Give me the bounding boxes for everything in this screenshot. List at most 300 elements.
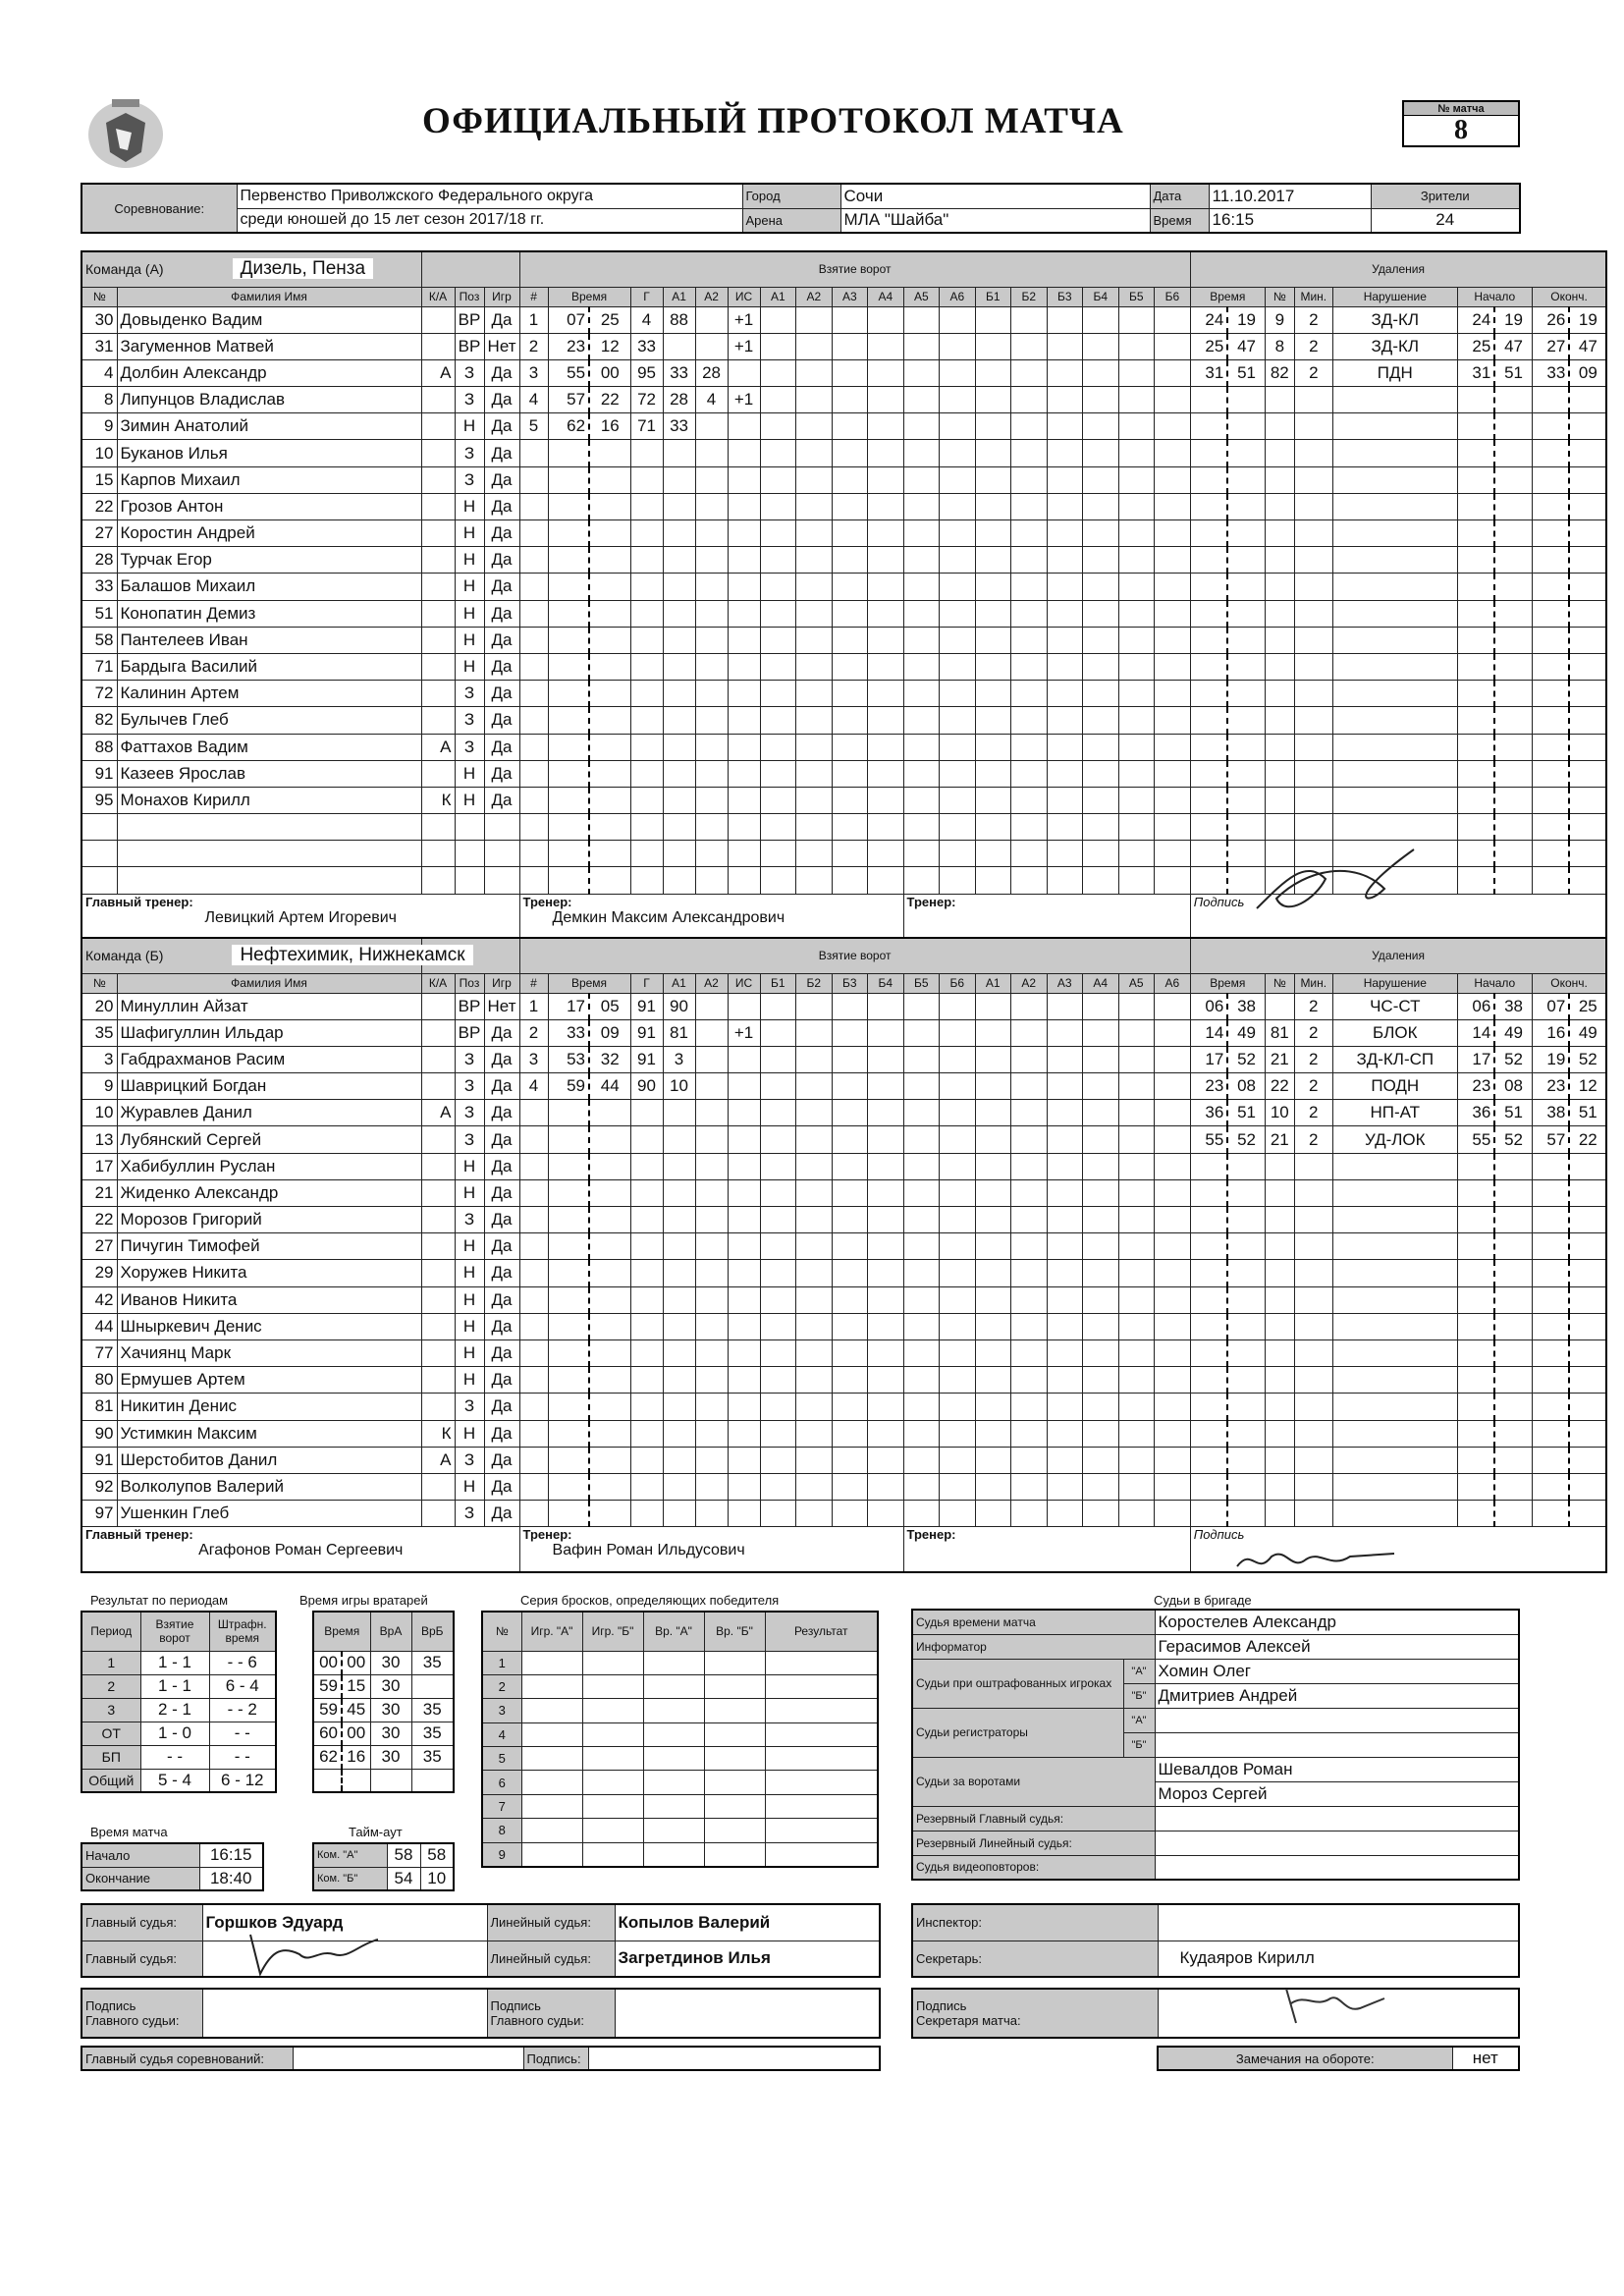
onice-cell: [903, 574, 940, 600]
player-number: 15: [81, 466, 117, 493]
goal-minute: [548, 787, 589, 813]
onice-cell: [1011, 1286, 1048, 1313]
goal-second: [589, 466, 630, 493]
pen-second: [1227, 1286, 1265, 1313]
onice-cell: [1118, 1367, 1155, 1394]
goal-minute: [548, 1420, 589, 1447]
player-ka: [421, 1073, 455, 1100]
onice-cell: [1155, 1501, 1191, 1527]
pen-player: 9: [1265, 306, 1294, 333]
player-played: Да: [484, 760, 519, 787]
player-number: 88: [81, 734, 117, 760]
pen-start-min: [1457, 1313, 1494, 1339]
onice-cell: [975, 359, 1011, 386]
onice-cell: [760, 413, 796, 440]
player-played: Да: [484, 493, 519, 519]
team_b-col-onice: А3: [1047, 973, 1083, 993]
pen-player: [1265, 993, 1294, 1019]
goal-situation: [728, 1394, 760, 1420]
player-ka: [421, 413, 455, 440]
onice-cell: [1083, 1260, 1119, 1286]
team_a-coach-label: Тренер:: [522, 894, 572, 909]
goal-assist2: [695, 466, 728, 493]
onice-cell: [1118, 627, 1155, 653]
onice-cell: [760, 1260, 796, 1286]
line2-label: Линейный судья:: [487, 1941, 615, 1977]
onice-cell: [760, 814, 796, 841]
goal-situation: [728, 1260, 760, 1286]
onice-cell: [903, 600, 940, 627]
onice-cell: [1083, 627, 1119, 653]
player-played: Да: [484, 440, 519, 466]
pen-start-sec: 52: [1494, 1046, 1532, 1072]
timekeeper-label: Судья времени матча: [912, 1610, 1155, 1634]
onice-cell: [796, 1473, 833, 1500]
pen-end-sec: [1569, 1153, 1606, 1179]
goal-second: [589, 547, 630, 574]
onice-cell: [1083, 707, 1119, 734]
pen-end-sec: [1569, 1179, 1606, 1206]
goal-assist1: [663, 867, 695, 894]
goal-second: [589, 1126, 630, 1153]
pen-violation: [1332, 734, 1457, 760]
video-judge: [1155, 1855, 1519, 1880]
goal-second: [589, 1286, 630, 1313]
onice-cell: [1155, 1233, 1191, 1260]
goal-assist1: 3: [663, 1046, 695, 1072]
goal-scorer: [630, 1153, 663, 1179]
pen-minutes: [1294, 627, 1332, 653]
player-number: 17: [81, 1153, 117, 1179]
onice-cell: [1011, 1100, 1048, 1126]
pen-end-sec: [1569, 707, 1606, 734]
onice-cell: [1011, 520, 1048, 547]
pen-player: [1265, 493, 1294, 519]
pen-second: 51: [1227, 1100, 1265, 1126]
onice-cell: [868, 814, 904, 841]
goal-second: 05: [589, 993, 630, 1019]
team_b-table: [81, 937, 1607, 1573]
goal-minute: [548, 867, 589, 894]
onice-cell: [796, 1501, 833, 1527]
team_a-col-onice: А5: [903, 287, 940, 306]
pen-minute: [1190, 520, 1227, 547]
pen-end-min: [1532, 466, 1569, 493]
player-pos: З: [455, 359, 484, 386]
onice-cell: [868, 1286, 904, 1313]
onice-cell: [796, 306, 833, 333]
onice-cell: [796, 387, 833, 413]
pen-player: 21: [1265, 1046, 1294, 1072]
onice-cell: [975, 760, 1011, 787]
pen-start-min: [1457, 1339, 1494, 1366]
goal-number: [519, 841, 548, 867]
onice-cell: [868, 440, 904, 466]
onice-cell: [940, 653, 976, 680]
player-number: 22: [81, 1207, 117, 1233]
onice-cell: [760, 493, 796, 519]
officials-title: Судьи в бригаде: [1154, 1593, 1252, 1608]
onice-cell: [1083, 333, 1119, 359]
goal-situation: +1: [728, 387, 760, 413]
federation-logo: [82, 93, 169, 172]
player-name: Карпов Михаил: [117, 466, 421, 493]
ref2-label: Главный судья:: [81, 1941, 202, 1977]
onice-cell: [903, 627, 940, 653]
pen-minutes: [1294, 681, 1332, 707]
pen-start-sec: [1494, 1473, 1532, 1500]
player-row: [81, 760, 1606, 787]
player-ka: [421, 1286, 455, 1313]
player-pos: З: [455, 1394, 484, 1420]
team_b-penalties-header: Удаления: [1190, 938, 1606, 973]
onice-cell: [868, 1207, 904, 1233]
player-pos: [455, 867, 484, 894]
secretary-sign-table: [911, 1988, 1520, 2039]
goal-situation: [728, 627, 760, 653]
shootout-number: 4: [482, 1722, 521, 1746]
onice-cell: [1155, 547, 1191, 574]
goal-situation: [728, 1207, 760, 1233]
player-played: Да: [484, 1073, 519, 1100]
secretary-signature-drawing: [1276, 1979, 1394, 2028]
goal-assist2: [695, 306, 728, 333]
onice-cell: [1011, 440, 1048, 466]
shootout-number: 9: [482, 1842, 521, 1866]
onice-cell: [1118, 993, 1155, 1019]
onice-cell: [975, 1394, 1011, 1420]
pen-end-sec: 51: [1569, 1100, 1606, 1126]
player-number: 97: [81, 1501, 117, 1527]
player-row: [81, 1073, 1606, 1100]
goal-assist1: [663, 1367, 695, 1394]
pen-minutes: [1294, 1233, 1332, 1260]
onice-cell: [868, 1447, 904, 1473]
goal-second: [589, 1367, 630, 1394]
goal-assist2: [695, 1313, 728, 1339]
match-time-title: Время матча: [90, 1825, 168, 1839]
goal-second: [589, 1260, 630, 1286]
video-judge-label: Судья видеоповторов:: [912, 1855, 1155, 1880]
goal-number: [519, 1473, 548, 1500]
goal-minute: [548, 707, 589, 734]
player-pos: Н: [455, 760, 484, 787]
onice-cell: [903, 1501, 940, 1527]
onice-cell: [832, 1019, 868, 1046]
player-played: Да: [484, 306, 519, 333]
pen-end-min: 27: [1532, 333, 1569, 359]
pen-end-sec: 52: [1569, 1046, 1606, 1072]
onice-cell: [868, 547, 904, 574]
pen-player: [1265, 1501, 1294, 1527]
gk-min: 62: [313, 1745, 342, 1769]
team_b-col-onice: А5: [1118, 973, 1155, 993]
pen-player: [1265, 1153, 1294, 1179]
gk-a: 30: [370, 1698, 411, 1722]
period-row: ОТ 1 - 0 - -: [81, 1722, 276, 1745]
pen-violation: [1332, 653, 1457, 680]
goal-scorer: [630, 547, 663, 574]
player-played: Да: [484, 1100, 519, 1126]
gk-h-time: Время: [313, 1612, 370, 1651]
pen-start-min: [1457, 787, 1494, 813]
goal-minute: [548, 760, 589, 787]
pen-violation: [1332, 1286, 1457, 1313]
onice-cell: [760, 520, 796, 547]
goal-minute: [548, 440, 589, 466]
goal-minute: [548, 600, 589, 627]
onice-cell: [1011, 1207, 1048, 1233]
pen-second: [1227, 1179, 1265, 1206]
player-name: Довыденко Вадим: [117, 306, 421, 333]
period-goals-a: 5: [157, 1770, 168, 1789]
shootout-number: 8: [482, 1819, 521, 1842]
pen-violation: [1332, 1153, 1457, 1179]
shootout-table: [481, 1611, 879, 1868]
chief-referee: [293, 2047, 523, 2070]
onice-cell: [1047, 333, 1083, 359]
reserve-referee: [1155, 1806, 1519, 1831]
goal-scorer: [630, 653, 663, 680]
pen-start-sec: [1494, 520, 1532, 547]
onice-cell: [868, 1473, 904, 1500]
team_b-coach-label: Тренер:: [522, 1527, 572, 1543]
onice-cell: [868, 1100, 904, 1126]
pen-start-min: [1457, 760, 1494, 787]
onice-cell: [1155, 1073, 1191, 1100]
pen-second: 08: [1227, 1073, 1265, 1100]
pen-second: [1227, 1233, 1265, 1260]
goal-minute: [548, 1501, 589, 1527]
onice-cell: [1118, 1501, 1155, 1527]
player-number: 81: [81, 1394, 117, 1420]
timeout-table: [312, 1842, 455, 1891]
period-pen-a: -: [227, 1700, 234, 1719]
onice-cell: [1083, 787, 1119, 813]
goal-assist1: 10: [663, 1073, 695, 1100]
scorers-a: [1155, 1708, 1519, 1732]
team_b-goals-header: Взятие ворот: [519, 938, 1190, 973]
goal-second: [589, 681, 630, 707]
team_b-col-onice: Б5: [903, 973, 940, 993]
onice-cell: [1011, 387, 1048, 413]
player-row: [81, 1339, 1606, 1366]
onice-cell: [832, 1473, 868, 1500]
player-number: 21: [81, 1179, 117, 1206]
goal-assist2: [695, 841, 728, 867]
pen-minutes: 2: [1294, 1100, 1332, 1126]
onice-cell: [760, 734, 796, 760]
onice-cell: [832, 653, 868, 680]
pen-player: [1265, 1473, 1294, 1500]
pen-minute: [1190, 440, 1227, 466]
goal-number: 4: [519, 387, 548, 413]
onice-cell: [1155, 1367, 1191, 1394]
pen-minute: [1190, 600, 1227, 627]
onice-cell: [1011, 814, 1048, 841]
onice-cell: [975, 1019, 1011, 1046]
pen-start-sec: [1494, 814, 1532, 841]
pen-end-min: [1532, 653, 1569, 680]
pen-violation: [1332, 1420, 1457, 1447]
pen-second: 38: [1227, 993, 1265, 1019]
team_b-col-a1: А1: [663, 973, 695, 993]
shootout-row: [482, 1771, 878, 1794]
goal-minute: [548, 814, 589, 841]
goal-second: [589, 1153, 630, 1179]
onice-cell: [1011, 547, 1048, 574]
pen-player: [1265, 1179, 1294, 1206]
onice-cell: [903, 1046, 940, 1072]
onice-cell: [1083, 1394, 1119, 1420]
pen-end-min: [1532, 1260, 1569, 1286]
team_a-coach2-label: Тренер:: [906, 894, 956, 909]
goal-minute: [548, 1473, 589, 1500]
team_a-col-pos: Поз: [455, 287, 484, 306]
player-row: [81, 1501, 1606, 1527]
pen-minute: 31: [1190, 359, 1227, 386]
player-name: Журавлев Данил: [117, 1100, 421, 1126]
pen-minute: 24: [1190, 306, 1227, 333]
onice-cell: [796, 681, 833, 707]
pen-minute: [1190, 1207, 1227, 1233]
match-number: 8: [1454, 115, 1468, 145]
onice-cell: [940, 1046, 976, 1072]
player-pos: ВР: [455, 1019, 484, 1046]
goal-second: [589, 493, 630, 519]
onice-cell: [832, 814, 868, 841]
pen-start-sec: [1494, 600, 1532, 627]
pen-player: [1265, 1313, 1294, 1339]
period-goals-a: 1: [157, 1723, 168, 1742]
onice-cell: [903, 306, 940, 333]
player-row: [81, 333, 1606, 359]
reserve-linesman: [1155, 1831, 1519, 1855]
pen-minutes: [1294, 440, 1332, 466]
onice-cell: [903, 1447, 940, 1473]
pen-player: [1265, 734, 1294, 760]
onice-cell: [903, 841, 940, 867]
onice-cell: [1155, 1207, 1191, 1233]
onice-cell: [1155, 413, 1191, 440]
onice-cell: [796, 600, 833, 627]
onice-cell: [940, 627, 976, 653]
goal-scorer: [630, 493, 663, 519]
onice-cell: [832, 1100, 868, 1126]
goalie-time-table: [312, 1611, 455, 1793]
player-pos: З: [455, 734, 484, 760]
line1: Копылов Валерий: [615, 1904, 880, 1941]
player-name: Жиденко Александр: [117, 1179, 421, 1206]
onice-cell: [796, 841, 833, 867]
team_a-col-onice: Б1: [975, 287, 1011, 306]
goal-minute: [548, 653, 589, 680]
goal-judges-label: Судьи за воротами: [912, 1757, 1155, 1806]
pen-start-min: [1457, 520, 1494, 547]
team_a-col-a2: А2: [695, 287, 728, 306]
onice-cell: [796, 1207, 833, 1233]
onice-cell: [868, 681, 904, 707]
pen-start-sec: [1494, 1420, 1532, 1447]
onice-cell: [940, 1073, 976, 1100]
goal-assist1: [663, 520, 695, 547]
goal-assist2: 4: [695, 387, 728, 413]
gk-min: 59: [313, 1698, 342, 1722]
team_a-col-onice: А1: [760, 287, 796, 306]
onice-cell: [975, 1286, 1011, 1313]
onice-cell: [1011, 1420, 1048, 1447]
referee-signature: [241, 1925, 388, 1984]
onice-cell: [832, 466, 868, 493]
goal-assist2: [695, 707, 728, 734]
onice-cell: [796, 333, 833, 359]
player-ka: [421, 1233, 455, 1260]
goal-minute: [548, 1233, 589, 1260]
onice-cell: [868, 627, 904, 653]
team_a-col-name: Фамилия Имя: [117, 287, 421, 306]
player-number: 30: [81, 306, 117, 333]
player-pos: З: [455, 1501, 484, 1527]
player-ka: [421, 493, 455, 519]
onice-cell: [1011, 1394, 1048, 1420]
onice-cell: [1047, 547, 1083, 574]
player-ka: [421, 574, 455, 600]
period-row: 3 2 - 1 - - 2: [81, 1698, 276, 1722]
onice-cell: [975, 1339, 1011, 1366]
player-played: [484, 867, 519, 894]
pen-minutes: [1294, 1447, 1332, 1473]
onice-cell: [903, 1367, 940, 1394]
onice-cell: [868, 1420, 904, 1447]
pen-minute: [1190, 1339, 1227, 1366]
onice-cell: [1047, 1313, 1083, 1339]
informer: Герасимов Алексей: [1155, 1634, 1519, 1659]
onice-cell: [868, 1126, 904, 1153]
pen-player: [1265, 707, 1294, 734]
player-row: [81, 1233, 1606, 1260]
pen-end-sec: 12: [1569, 1073, 1606, 1100]
player-row: [81, 787, 1606, 813]
shootout-row: [482, 1747, 878, 1771]
shootout-number: 1: [482, 1651, 521, 1674]
onice-cell: [1155, 466, 1191, 493]
pen-end-sec: [1569, 493, 1606, 519]
onice-cell: [868, 1046, 904, 1072]
player-name: Шерстобитов Данил: [117, 1447, 421, 1473]
gk-b: 35: [411, 1698, 454, 1722]
timeout-a-min: 58: [387, 1843, 420, 1867]
pen-minute: [1190, 1233, 1227, 1260]
pen-minutes: [1294, 1420, 1332, 1447]
onice-cell: [1155, 653, 1191, 680]
pen-end-min: [1532, 760, 1569, 787]
onice-cell: [1047, 574, 1083, 600]
onice-cell: [868, 760, 904, 787]
player-number: 10: [81, 1100, 117, 1126]
goal-number: [519, 1260, 548, 1286]
sign-ref2-label-1: Подпись: [490, 1998, 541, 2013]
period-pen-a: -: [234, 1747, 241, 1766]
player-row: [81, 734, 1606, 760]
onice-cell: [1083, 1100, 1119, 1126]
onice-cell: [796, 1019, 833, 1046]
onice-cell: [1083, 466, 1119, 493]
goal-number: [519, 600, 548, 627]
goal-number: [519, 493, 548, 519]
player-played: Да: [484, 547, 519, 574]
pen-end-min: [1532, 440, 1569, 466]
goal-number: 4: [519, 1073, 548, 1100]
